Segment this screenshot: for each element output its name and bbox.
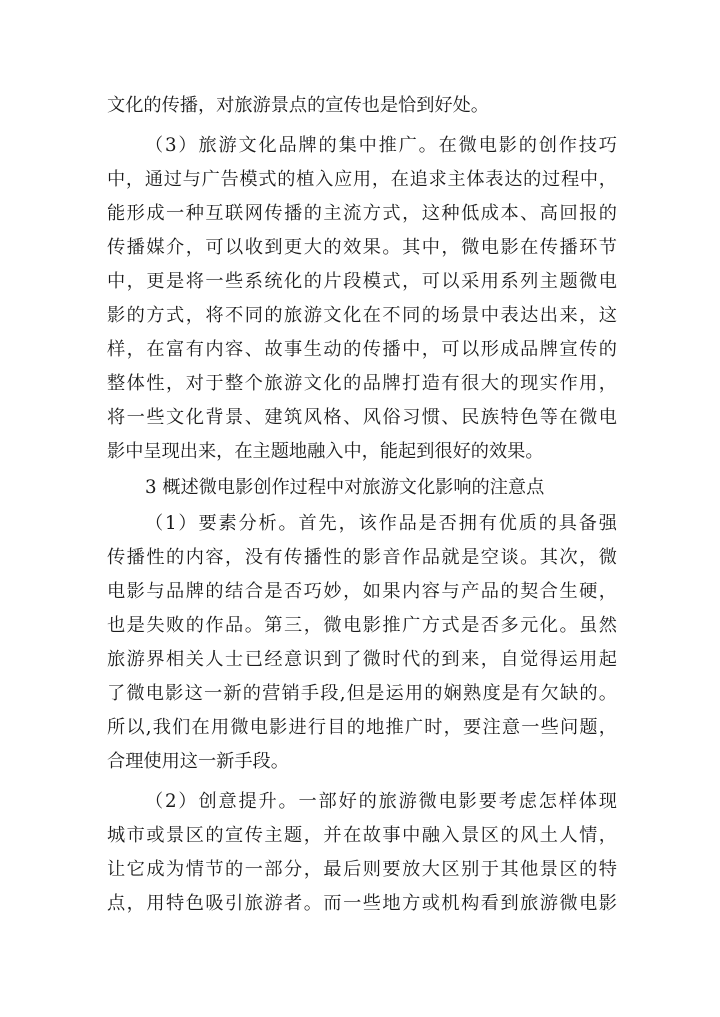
text-line: 能形成一种互联网传播的主流方式，这种低成本、高回报的	[107, 203, 617, 224]
text-line: 合理使用这一新手段。	[107, 751, 289, 772]
text-line: （2）创意提升。一部好的旅游微电影要考虑怎样体现	[145, 791, 617, 812]
text-line: 传播性的内容，没有传播性的影音作品就是空谈。其次，微	[107, 547, 617, 568]
text-line: 让它成为情节的一部分，最后则要放大区别于其他景区的特	[107, 859, 617, 880]
text-line: 电影与品牌的结合是否巧妙，如果内容与产品的契合生硬，	[107, 581, 617, 602]
text-line: 影中呈现出来，在主题地融入中，能起到很好的效果。	[107, 441, 544, 462]
text-line: 传播媒介，可以收到更大的效果。其中，微电影在传播环节	[107, 237, 617, 258]
text-line: 影的方式，将不同的旅游文化在不同的场景中表达出来，这	[107, 305, 617, 326]
text-line: 将一些文化背景、建筑风格、风俗习惯、民族特色等在微电	[107, 407, 617, 428]
text-line: 点，用特色吸引旅游者。而一些地方或机构看到旅游微电影	[107, 893, 617, 914]
text-line: 也是失败的作品。第三，微电影推广方式是否多元化。虽然	[107, 615, 617, 636]
text-line: 了微电影这一新的营销手段,但是运用的娴熟度是有欠缺的。	[107, 683, 617, 704]
text-line: 城市或景区的宣传主题，并在故事中融入景区的风土人情，	[107, 825, 617, 846]
text-line: 中，通过与广告模式的植入应用，在追求主体表达的过程中，	[107, 169, 617, 190]
section-heading: 3 概述微电影创作过程中对旅游文化影响的注意点	[145, 477, 545, 498]
text-line: （1）要素分析。首先，该作品是否拥有优质的具备强	[145, 513, 617, 534]
text-line: （3）旅游文化品牌的集中推广。在微电影的创作技巧	[145, 135, 617, 156]
text-line: 旅游界相关人士已经意识到了微时代的到来，自觉得运用起	[107, 649, 617, 670]
text-line: 整体性，对于整个旅游文化的品牌打造有很大的现实作用，	[107, 373, 617, 394]
text-line: 文化的传播，对旅游景点的宣传也是恰到好处。	[107, 95, 489, 116]
text-line: 样，在富有内容、故事生动的传播中，可以形成品牌宣传的	[107, 339, 617, 360]
text-line: 中，更是将一些系统化的片段模式，可以采用系列主题微电	[107, 271, 617, 292]
text-line: 所以,我们在用微电影进行目的地推广时，要注意一些问题，	[107, 717, 617, 738]
